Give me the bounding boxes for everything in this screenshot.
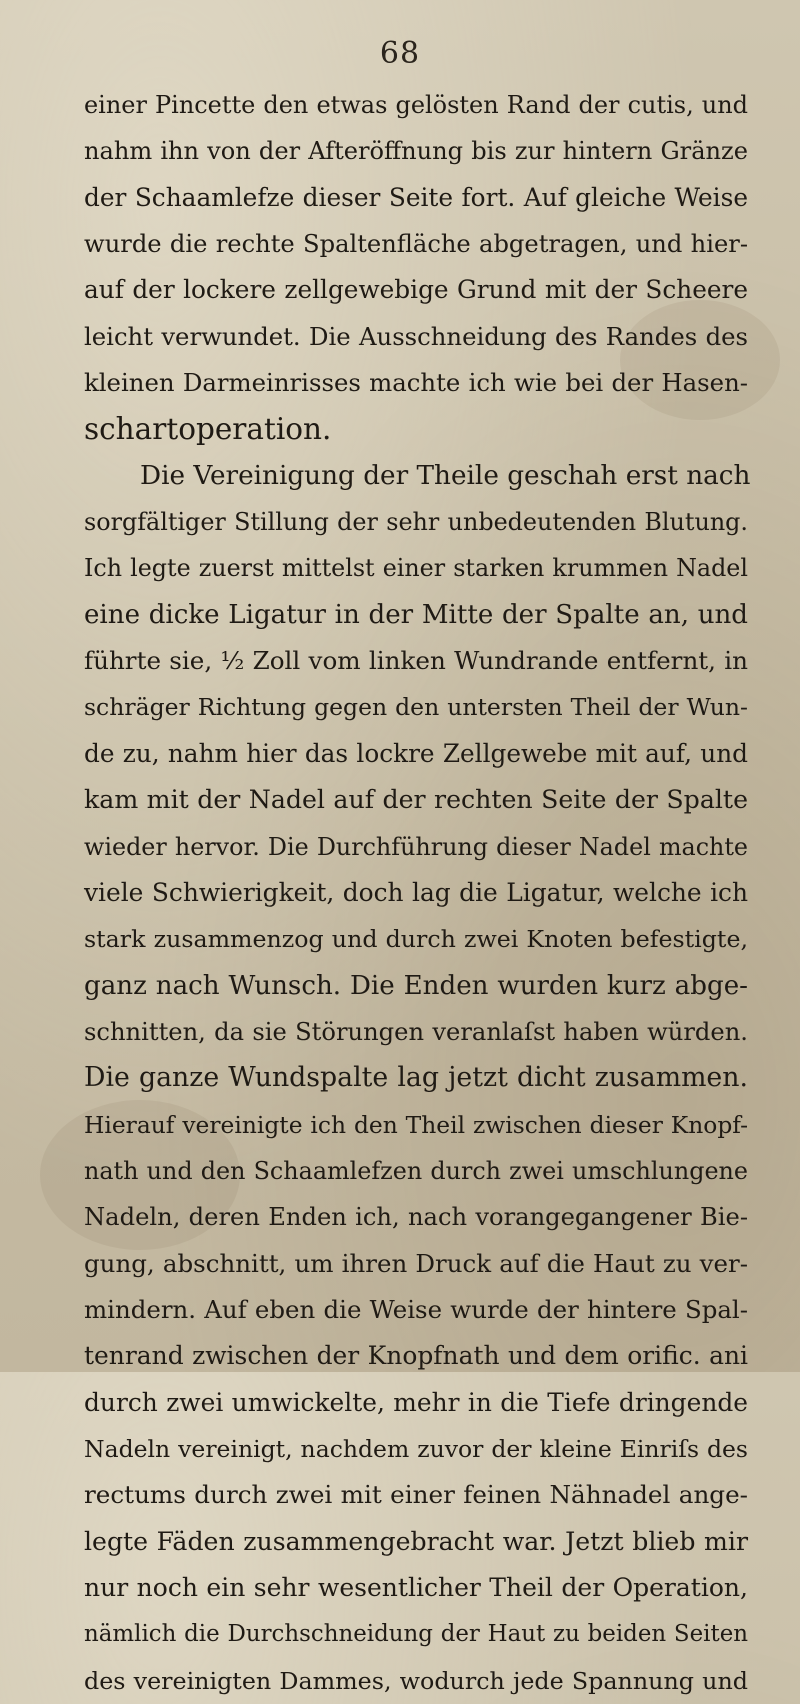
text-line: schnitten, da sie Störungen veranlaſst haben würden. (84, 1017, 748, 1046)
text-line: eine dicke Ligatur in der Mitte der Spalte an, und (84, 599, 748, 630)
text-line: nahm ihn von der Afteröffnung bis zur hintern Gränze (84, 137, 748, 166)
text-line: der Schaamlefze dieser Seite fort. Auf gleiche Weise (84, 182, 748, 212)
text-line: einer Pincette den etwas gelösten Rand der cutis, und (84, 91, 748, 119)
text-line: de zu, nahm hier das lockre Zellgewebe mit auf, und (84, 738, 748, 768)
text-line: ganz nach Wunsch. Die Enden wurden kurz abge- (84, 970, 748, 1001)
text-line: gung, abschnitt, um ihren Druck auf die Haut zu ver- (84, 1248, 748, 1278)
text-line: legte Fäden zusammengebracht war. Jetzt blieb mir (84, 1526, 748, 1556)
text-line: stark zusammenzog und durch zwei Knoten befestigte, (84, 925, 748, 954)
page-number: 68 (379, 36, 421, 71)
text-line: tenrand zwischen der Knopfnath und dem orific. ani (84, 1341, 748, 1371)
text-line: rectums durch zwei mit einer feinen Nähnadel ange- (84, 1480, 748, 1510)
text-line: nämlich die Durchschneidung der Haut zu beiden Seiten (84, 1621, 748, 1648)
text-line: Die ganze Wundspalte lag jetzt dicht zusammen. (84, 1062, 748, 1094)
text-line: schräger Richtung gegen den untersten Theil der Wun- (84, 693, 748, 722)
text-line: kleinen Darmeinrisses machte ich wie bei der Hasen- (84, 368, 748, 398)
text-line: Nadeln, deren Enden ich, nach vorangegangener Bie- (84, 1203, 748, 1232)
text-line: sorgfältiger Stillung der sehr unbedeutenden Blutung. (84, 508, 748, 537)
text-line: des vereinigten Dammes, wodurch jede Spannung und (84, 1666, 748, 1695)
text-line: Die Vereinigung der Theile geschah erst nach (140, 460, 751, 491)
text-line: durch zwei umwickelte, mehr in die Tiefe dringende (84, 1387, 748, 1417)
text-line: führte sie, ½ Zoll vom linken Wundrande entfernt, in (84, 646, 748, 676)
text-line: schartoperation. (84, 412, 332, 447)
text-line: wurde die rechte Spaltenfläche abgetragen, und hier- (84, 230, 748, 259)
text-line: mindern. Auf eben die Weise wurde der hintere Spal- (84, 1294, 748, 1324)
text-line: nur noch ein sehr wesentlicher Theil der Operation, (84, 1573, 748, 1602)
text-line: viele Schwierigkeit, doch lag die Ligatur, welche ich (84, 877, 748, 907)
text-line: auf der lockere zellgewebige Grund mit der Scheere (84, 275, 748, 305)
text-line: leicht verwundet. Die Ausschneidung des Randes des (84, 321, 748, 351)
text-line: Nadeln vereinigt, nachdem zuvor der kleine Einriſs des (84, 1434, 748, 1463)
text-line: Ich legte zuerst mittelst einer starken krummen Nadel (84, 554, 748, 583)
body-text (84, 82, 751, 1704)
text-line: kam mit der Nadel auf der rechten Seite der Spalte (84, 785, 748, 815)
text-line: nath und den Schaamlefzen durch zwei umschlungene (84, 1156, 748, 1185)
text-line: Hierauf vereinigte ich den Theil zwischen dieser Knopf- (84, 1110, 748, 1139)
text-line: wieder hervor. Die Durchführung dieser Nadel machte (84, 832, 748, 861)
